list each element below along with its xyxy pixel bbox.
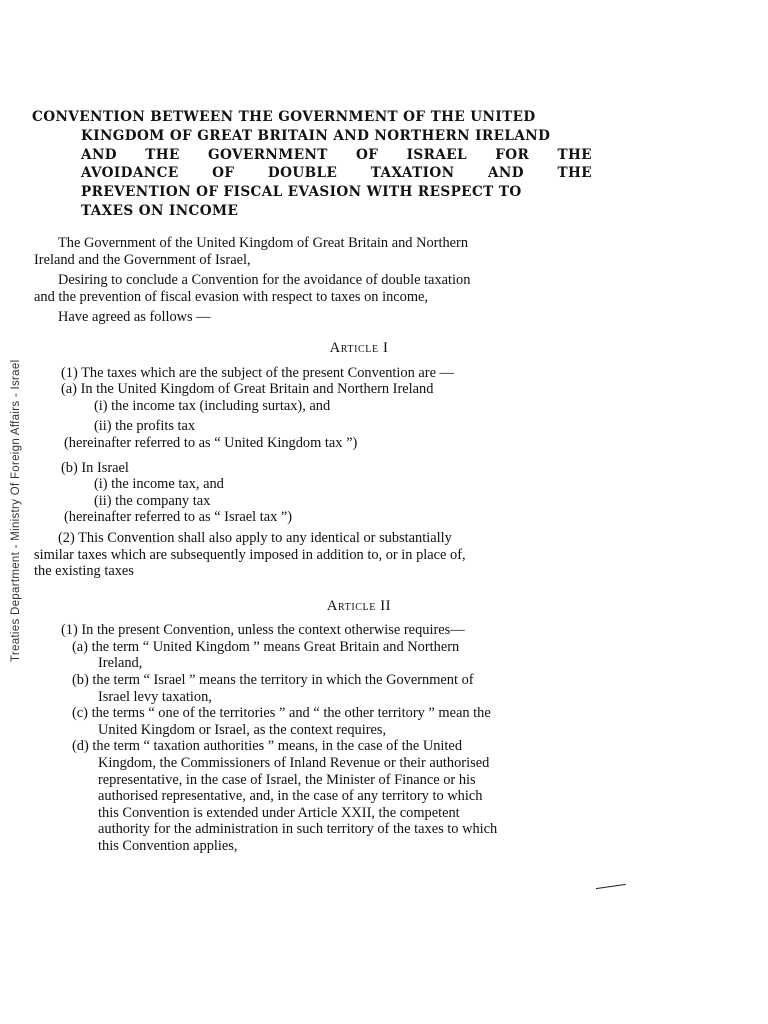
article-1-para-2-line: (2) This Convention shall also apply to any identical or substantially bbox=[58, 529, 452, 546]
article-1-heading: Article I bbox=[329, 339, 389, 356]
title-line-1: CONVENTION BETWEEN THE GOVERNMENT OF THE UNITED bbox=[32, 109, 536, 125]
article-2-para-1: (1) In the present Convention, unless the context otherwise requires— bbox=[61, 622, 465, 639]
article-2-definition-c: (c) the terms “ one of the territories ” and “ the other territory ” mean the United Kingdom or Israel, as the context requires, bbox=[72, 705, 491, 738]
article-1-item-b: (b) In Israel bbox=[61, 459, 129, 476]
preamble-line: Desiring to conclude a Convention for the avoidance of double taxation bbox=[58, 272, 471, 289]
title-line-3: AND THE GOVERNMENT OF ISRAEL FOR THE bbox=[81, 146, 592, 163]
article-1-item-a-reference: (hereinafter referred to as “ United Kingdom tax ”) bbox=[64, 434, 358, 451]
convention-title bbox=[32, 108, 592, 221]
article-1-item-a-i: (i) the income tax (including surtax), and bbox=[94, 397, 331, 414]
side-watermark-note: Treaties Department - Ministry Of Foreign Affairs - Israel bbox=[10, 359, 22, 662]
title-line-4: AVOIDANCE OF DOUBLE TAXATION AND THE bbox=[81, 165, 592, 182]
article-2-heading: Article II bbox=[326, 597, 392, 614]
article-1-item-b-i: (i) the income tax, and bbox=[94, 476, 224, 493]
article-1-item-b-ii: (ii) the company tax bbox=[94, 492, 211, 509]
article-1-para-2-line: the existing taxes bbox=[34, 563, 134, 580]
preamble-agreed: Have agreed as follows — bbox=[58, 309, 211, 326]
preamble-line: The Government of the United Kingdom of Great Britain and Northern bbox=[58, 235, 469, 251]
preamble-line: and the prevention of fiscal evasion with respect to taxes on income, bbox=[34, 288, 429, 305]
preamble-line: Ireland and the Government of Israel, bbox=[34, 251, 251, 268]
article-1-para-1: (1) The taxes which are the subject of the present Convention are — bbox=[61, 364, 454, 381]
article-1-para-2-line: similar taxes which are subsequently imposed in addition to, or in place of, bbox=[34, 546, 466, 563]
article-1-item-a: (a) In the United Kingdom of Great Britain and Northern Ireland bbox=[61, 381, 434, 398]
convention-body bbox=[34, 235, 614, 855]
article-2-definition-d: (d) the term “ taxation authorities ” means, in the case of the United Kingdom, the Commissioners of Inland Revenue or their authorised representative, in the case of Israel, the Minister of Finance or his authorised representative, and, in the case of any territory to which this Convention is extended under Article XXII, the competent authority for the administration in such territory of the taxes to which this Convention applies, bbox=[72, 738, 498, 854]
article-2-definition-a: (a) the term “ United Kingdom ” means Great Britain and Northern Ireland, bbox=[72, 638, 460, 672]
title-line-5: PREVENTION OF FISCAL EVASION WITH RESPECT TO bbox=[81, 184, 522, 201]
article-2-definition-b: (b) the term “ Israel ” means the territory in which the Government of Israel levy taxation, bbox=[72, 672, 474, 705]
title-line-2: KINGDOM OF GREAT BRITAIN AND NORTHERN IRELAND bbox=[81, 127, 551, 144]
article-1-item-b-reference: (hereinafter referred to as “ Israel tax ”) bbox=[64, 509, 293, 526]
title-line-6: TAXES ON INCOME bbox=[81, 202, 239, 219]
article-1-item-a-ii: (ii) the profits tax bbox=[94, 418, 196, 435]
continuation-mark bbox=[596, 884, 626, 891]
